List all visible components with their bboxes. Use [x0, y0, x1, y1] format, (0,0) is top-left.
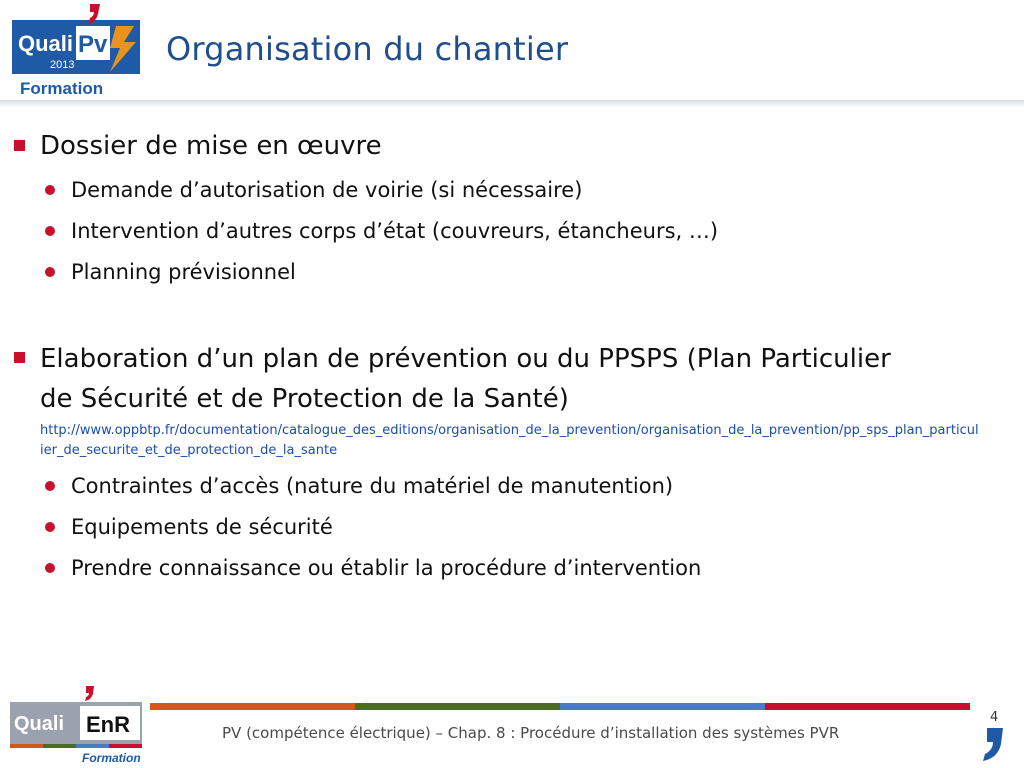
round-bullet-icon [45, 226, 55, 236]
footer-stripe-red [765, 703, 970, 710]
logo-word-left: Quali [14, 713, 65, 735]
page-number: 4 [990, 710, 999, 725]
list-item: Planning prévisionnel [71, 260, 296, 284]
list-item: Contraintes d’accès (nature du matériel de manutention) [71, 474, 674, 498]
section-heading: Dossier de mise en œuvre [40, 131, 382, 161]
logo-stripe-red [109, 744, 142, 748]
oppbtp-link[interactable]: http://www.oppbtp.fr/documentation/catalogue_des_editions/organisation_de_la_prevention/organisation_de_la_prevention/pp_sps_plan_particulier_de_securite_et_de_protection_de_la_sante [40, 423, 979, 458]
logo-word-left: Quali [18, 31, 74, 56]
list-item: Intervention d’autres corps d’état (couvreurs, étancheurs, …) [71, 219, 719, 243]
round-bullet-icon [45, 481, 55, 491]
footer-text: PV (compétence électrique) – Chap. 8 : Procédure d’installation des systèmes PVR [222, 724, 840, 742]
logo-word-right: Pv [78, 31, 108, 58]
list-item: Prendre connaissance ou établir la procédure d’intervention [71, 556, 702, 580]
logo-subtitle: Formation [82, 751, 141, 765]
footer-stripe-orange [150, 703, 355, 710]
list-item: Demande d’autorisation de voirie (si nécessaire) [71, 178, 583, 202]
square-bullet-icon [14, 140, 25, 151]
round-bullet-icon [45, 522, 55, 532]
red-quote-icon [85, 686, 94, 701]
logo-stripe-green [43, 744, 76, 748]
footer-stripe-green [355, 703, 560, 710]
round-bullet-icon [45, 563, 55, 573]
logo-subtitle: Formation [20, 79, 104, 98]
round-bullet-icon [45, 267, 55, 277]
footer-stripe-blue [560, 703, 765, 710]
logo-year: 2013 [50, 59, 75, 71]
page-title: Organisation du chantier [166, 30, 569, 68]
round-bullet-icon [45, 185, 55, 195]
logo-stripe-blue [76, 744, 109, 748]
square-bullet-icon [14, 352, 25, 363]
qualienr-formation-logo [10, 686, 144, 766]
logo-word-right: EnR [86, 712, 130, 737]
header-shadow [0, 100, 1024, 108]
section-heading-line2: de Sécurité et de Protection de la Santé) [40, 384, 569, 414]
logo-stripe-orange [10, 744, 43, 748]
list-item: Equipements de sécurité [71, 515, 333, 539]
blue-quote-icon [979, 728, 1005, 762]
qualipv-formation-logo [12, 4, 142, 98]
section-heading-line1: Elaboration d’un plan de prévention ou du PPSPS (Plan Particulier [40, 344, 891, 374]
